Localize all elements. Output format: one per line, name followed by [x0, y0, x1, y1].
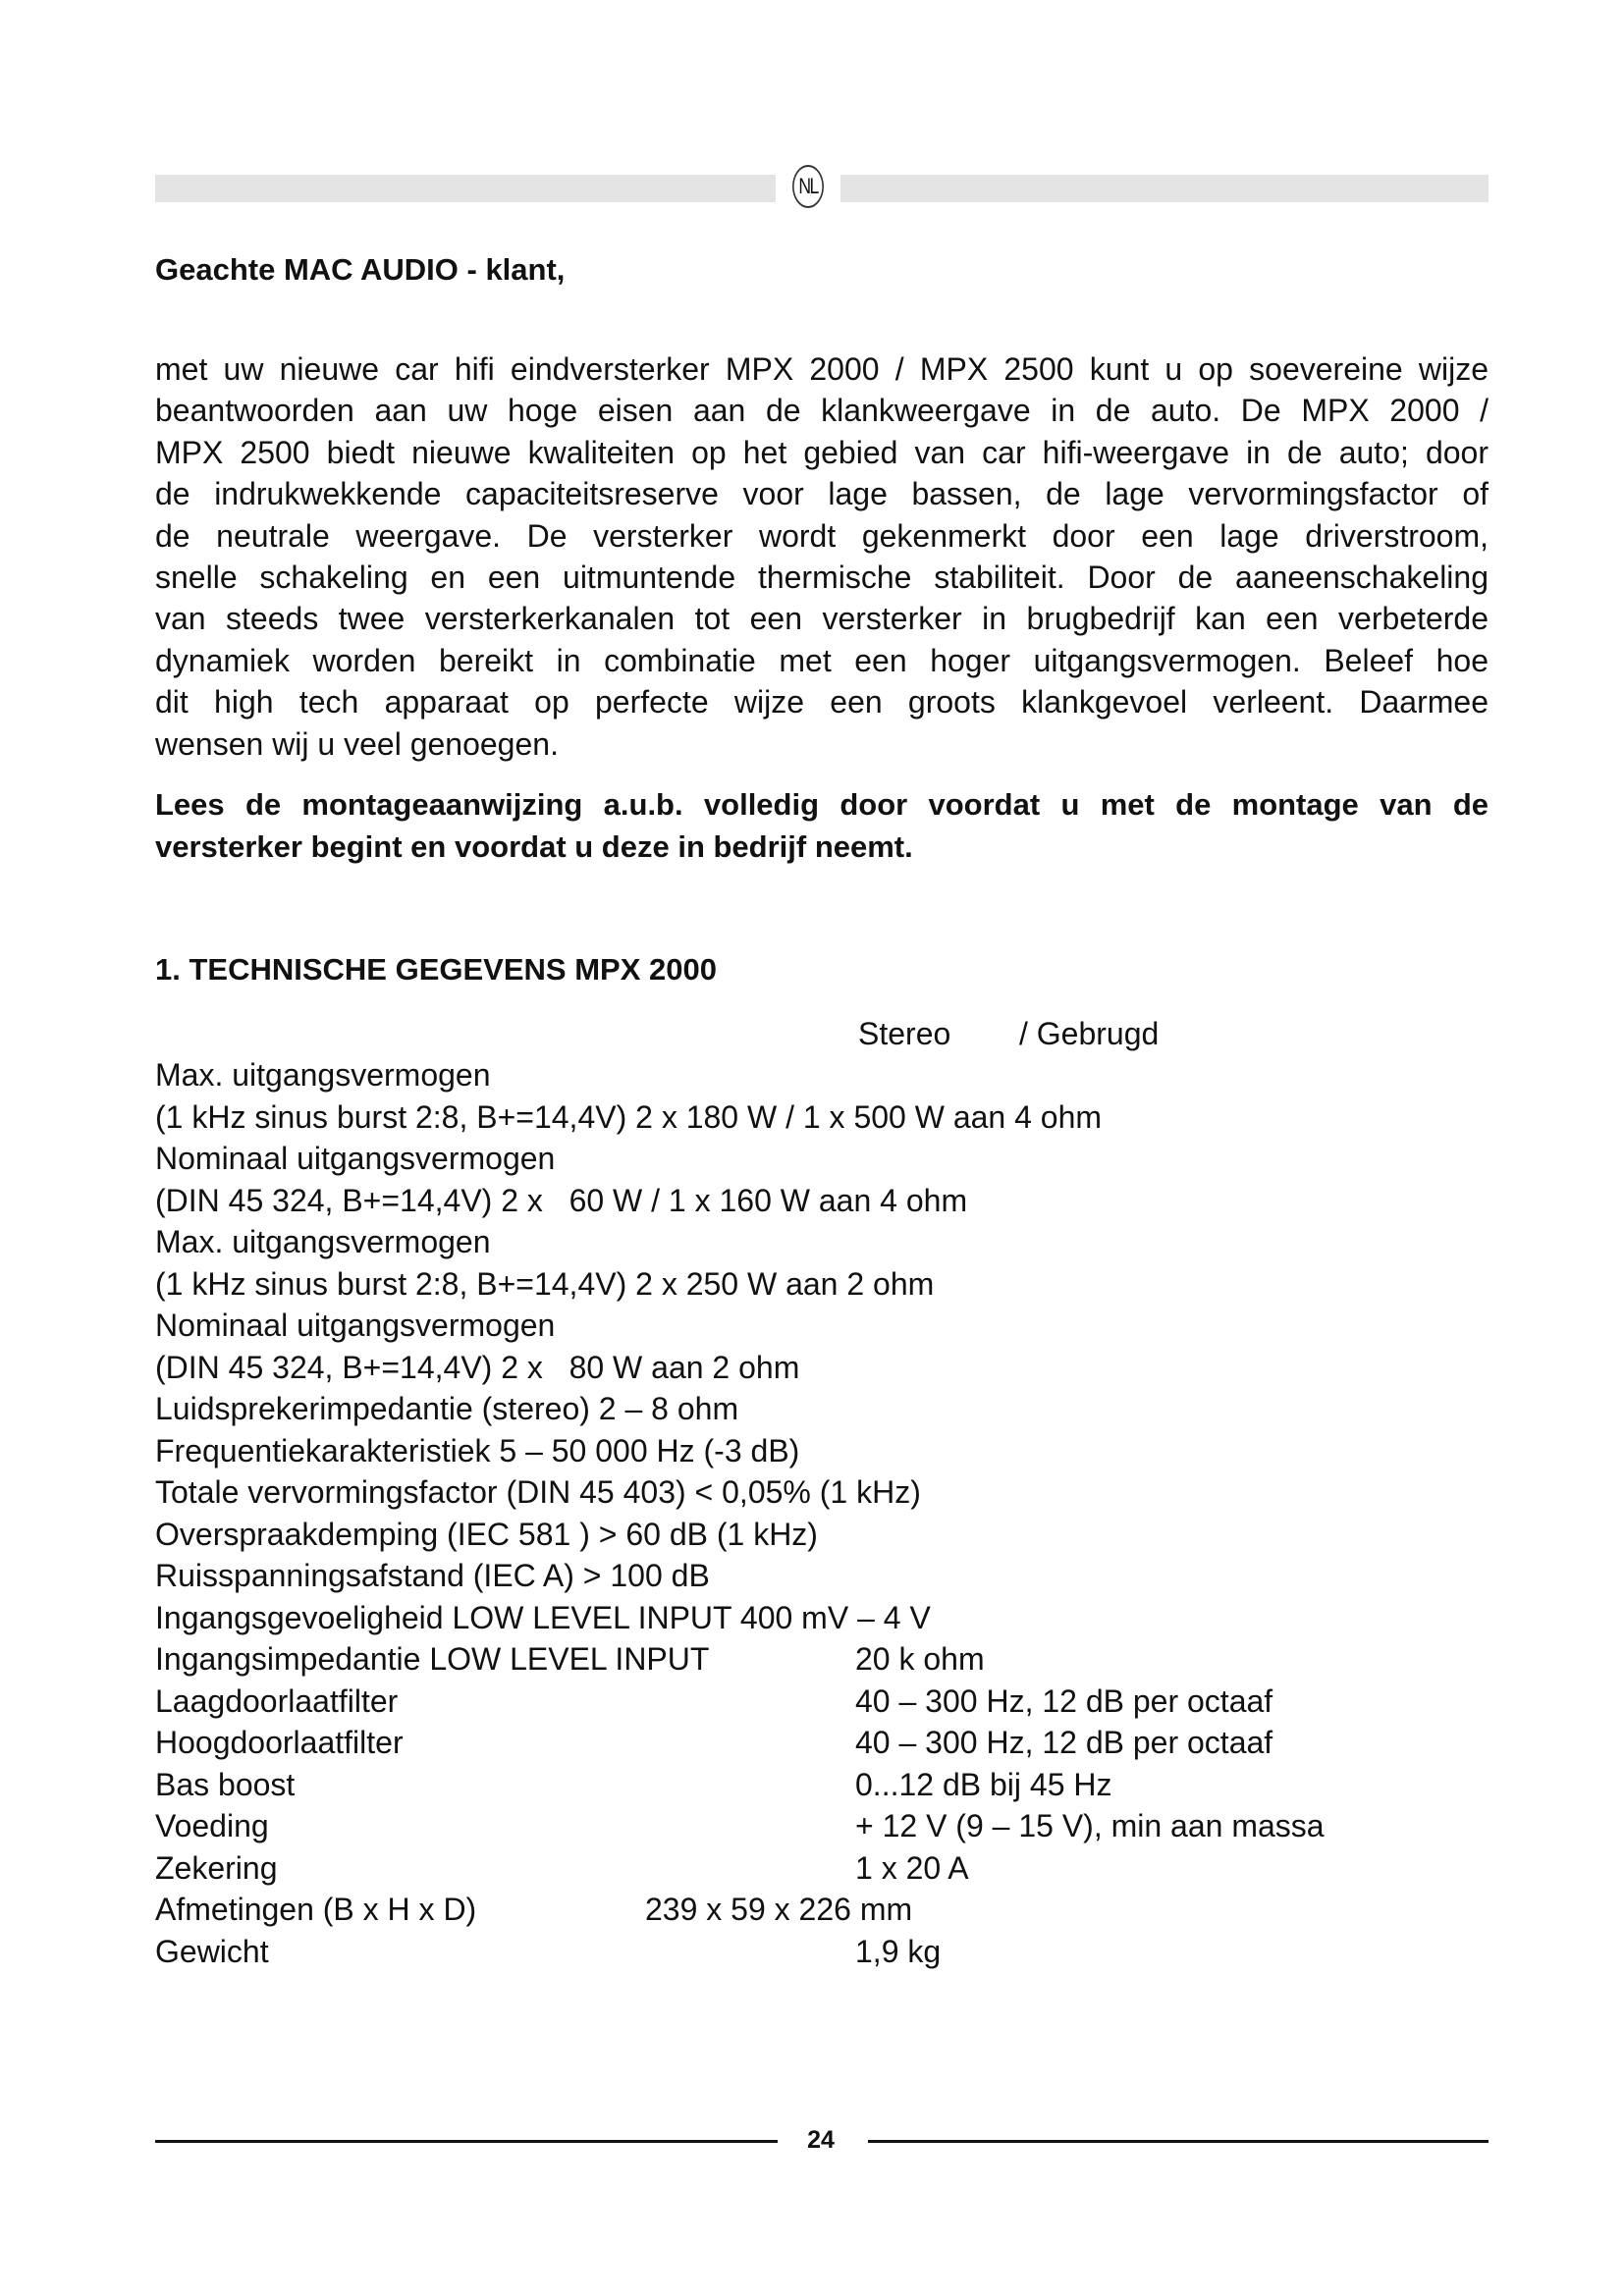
spec-value: 40 – 300 Hz, 12 dB per octaaf: [855, 1725, 1273, 1760]
spec-label: Bas boost: [155, 1766, 296, 1802]
spec-line: Totale vervormingsfactor (DIN 45 403) < 0,05% (1 kHz): [155, 1474, 921, 1510]
intro-line: dynamiek worden bereikt in combinatie met een hoger uitgangsvermogen. Beleef hoe: [155, 642, 1489, 678]
section-title: 1. TECHNISCHE GEGEVENS MPX 2000: [155, 952, 717, 987]
intro-line: met uw nieuwe car hifi eindversterker MPX 2000 / MPX 2500 kunt u op soevereine wijze: [155, 351, 1489, 387]
page-number: 24: [807, 2126, 835, 2154]
intro-line: MPX 2500 biedt nieuwe kwaliteiten op het gebied van car hifi-weergave in de auto; door: [155, 434, 1489, 470]
spec-value: + 12 V (9 – 15 V), min aan massa: [855, 1808, 1325, 1843]
intro-line: dit high tech apparaat op perfecte wijze een groots klankgevoel verleent. Daarmee: [155, 684, 1489, 721]
footer-line-left: [155, 2140, 778, 2143]
column-header-bridged: / Gebrugd: [1019, 1016, 1160, 1051]
notice-line: Lees de montageaanwijzing a.u.b. volledig door voordat u met de montage van de: [155, 787, 1489, 822]
spec-line: Ruisspanningsafstand (IEC A) > 100 dB: [155, 1558, 710, 1593]
spec-line: Nominaal uitgangsvermogen: [155, 1141, 556, 1176]
spec-line: Overspraakdemping (IEC 581 ) > 60 dB (1 kHz): [155, 1516, 818, 1552]
spec-value: 0...12 dB bij 45 Hz: [855, 1766, 1112, 1802]
notice-line: versterker begint en voordat u deze in bedrijf neemt.: [155, 829, 913, 864]
spec-line: Nominaal uitgangsvermogen: [155, 1308, 556, 1343]
spec-label: Gewicht: [155, 1933, 269, 1969]
spec-value: 239 x 59 x 226 mm: [645, 1892, 913, 1927]
intro-line: snelle schakeling en een uitmuntende thermische stabiliteit. Door de aaneenschakeling: [155, 560, 1489, 595]
spec-label: Hoogdoorlaatfilter: [155, 1725, 404, 1760]
spec-line: Frequentiekarakteristiek 5 – 50 000 Hz (-3 dB): [155, 1432, 800, 1468]
spec-line: (1 kHz sinus burst 2:8, B+=14,4V) 2 x 180 W / 1 x 500 W aan 4 ohm: [155, 1098, 1103, 1135]
intro-line: wensen wij u veel genoegen.: [155, 725, 559, 762]
spec-line: Max. uitgangsvermogen: [155, 1224, 491, 1259]
header-bar-left: [155, 175, 776, 202]
spec-line: (DIN 45 324, B+=14,4V) 2 x 60 W / 1 x 160 W aan 4 ohm: [155, 1182, 968, 1218]
greeting: Geachte MAC AUDIO - klant,: [155, 252, 566, 287]
spec-value: 1,9 kg: [855, 1933, 942, 1969]
header-bar-right: [840, 175, 1489, 202]
spec-label: Voeding: [155, 1808, 269, 1843]
footer-line-right: [868, 2140, 1489, 2143]
spec-line: (DIN 45 324, B+=14,4V) 2 x 80 W aan 2 ohm: [155, 1349, 800, 1385]
spec-line: Max. uitgangsvermogen: [155, 1057, 491, 1093]
spec-line: Luidsprekerimpedantie (stereo) 2 – 8 ohm: [155, 1391, 739, 1426]
spec-value: 20 k ohm: [855, 1641, 985, 1677]
spec-label: Afmetingen (B x H x D): [155, 1892, 477, 1927]
intro-line: de neutrale weergave. De versterker wordt gekenmerkt door een lage driverstroom,: [155, 517, 1489, 554]
spec-value: 1 x 20 A: [855, 1849, 969, 1886]
intro-line: van steeds twee versterkerkanalen tot een versterker in brugbedrijf kan een verbeterde: [155, 601, 1489, 637]
spec-line: (1 kHz sinus burst 2:8, B+=14,4V) 2 x 250 W aan 2 ohm: [155, 1265, 935, 1302]
intro-line: beantwoorden aan uw hoge eisen aan de klankweergave in de auto. De MPX 2000 /: [155, 393, 1489, 429]
intro-line: de indrukwekkende capaciteitsreserve voor lage bassen, de lage vervormingsfactor of: [155, 476, 1489, 512]
spec-label: Ingangsimpedantie LOW LEVEL INPUT: [155, 1641, 710, 1677]
column-header-stereo: Stereo: [858, 1016, 951, 1051]
spec-label: Zekering: [155, 1849, 278, 1886]
language-badge: NL: [792, 165, 824, 208]
spec-label: Laagdoorlaatfilter: [155, 1682, 399, 1719]
spec-value: 40 – 300 Hz, 12 dB per octaaf: [855, 1682, 1273, 1719]
spec-line: Ingangsgevoeligheid LOW LEVEL INPUT 400 mV – 4 V: [155, 1599, 931, 1635]
